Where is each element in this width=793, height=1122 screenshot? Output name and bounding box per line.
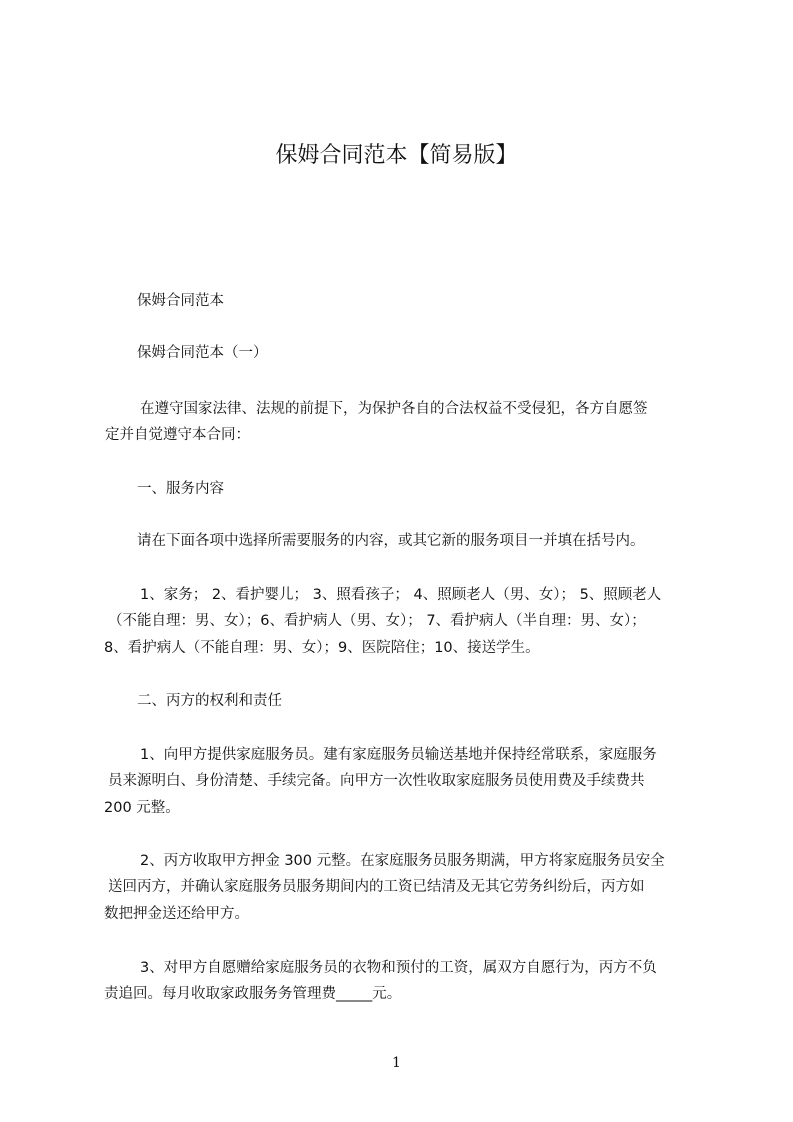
heading-contract-template: 保姆合同范本 [137,293,224,309]
section-1-instruction: 请在下面各项中选择所需要服务的内容，或其它新的服务项目一并填在括号内。 [137,533,645,549]
service-items-line-3: 8、看护病人（不能自理：男、女）；9、医院陪住；10、接送学生。 [104,640,540,656]
clause-2-line-3: 数把押金送还给甲方。 [104,906,249,922]
clause-3-line-2: 责追回。每月收取家政服务务管理费_____元。 [104,986,402,1002]
service-items-line-2: （不能自理：男、女）；6、看护病人（男、女）； 7、看护病人（半自理：男、女）； [108,613,646,629]
service-items-line-1: 1、家务； 2、看护婴儿； 3、照看孩子； 4、照顾老人（男、女）； 5、照顾老人 [140,587,662,603]
heading-contract-template-one: 保姆合同范本（一） [137,345,268,361]
intro-line-1: 在遵守国家法律、法规的前提下，为保护各自的合法权益不受侵犯，各方自愿签 [140,401,648,417]
page-number: 1 [392,1055,401,1071]
clause-2-line-2: 送回丙方，并确认家庭服务员服务期间内的工资已结清及无其它劳务纠纷后，丙方如 [108,879,645,895]
intro-line-2: 定并自觉遵守本合同： [105,427,250,443]
clause-2-line-1: 2、丙方收取甲方押金 300 元整。在家庭服务员服务期满，甲方将家庭服务员安全 [140,853,665,869]
clause-1-line-2: 员来源明白、身份清楚、手续完备。向甲方一次性收取家庭服务员使用费及手续费共 [108,773,645,789]
section-1-title: 一、服务内容 [137,481,224,497]
clause-1-line-3: 200 元整。 [104,800,180,816]
clause-1-line-1: 1、向甲方提供家庭服务员。建有家庭服务员输送基地并保持经常联系，家庭服务 [140,747,657,763]
document-title: 保姆合同范本【简易版】 [275,143,518,168]
section-2-title: 二、丙方的权利和责任 [137,693,282,709]
clause-3-line-1: 3、对甲方自愿赠给家庭服务员的衣物和预付的工资，属双方自愿行为，丙方不负 [140,960,657,976]
